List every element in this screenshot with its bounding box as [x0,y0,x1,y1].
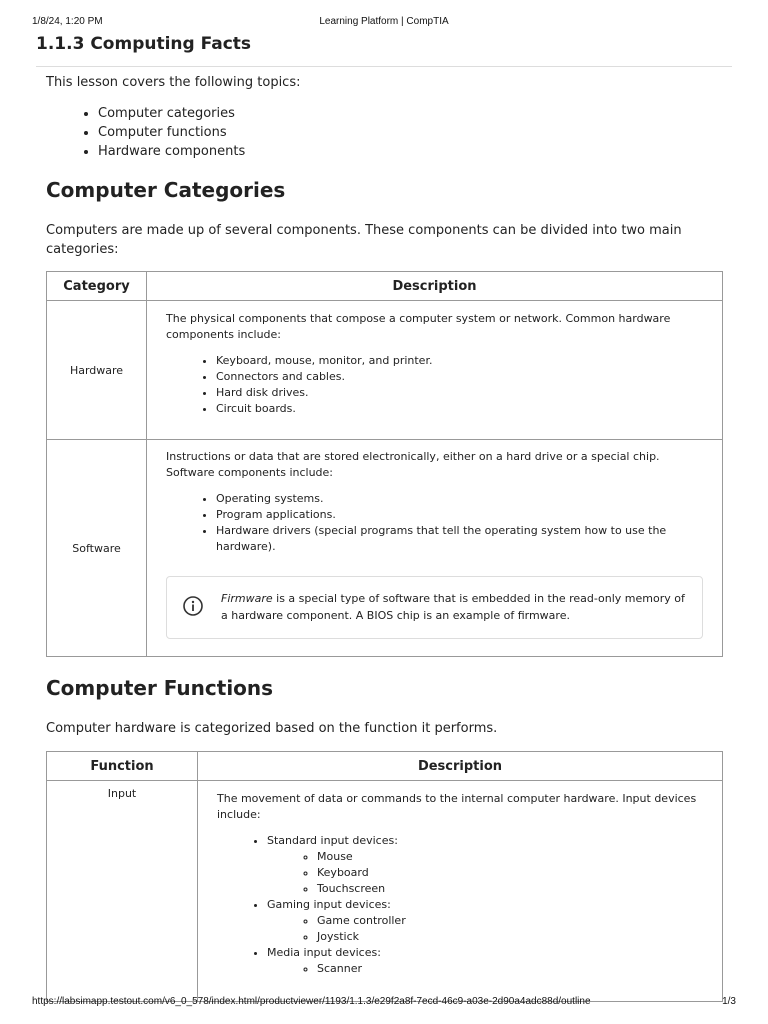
functions-table [46,751,723,1002]
list-item [267,945,703,977]
print-page-title: Learning Platform | CompTIA [319,16,449,27]
categories-intro: Computers are made up of several components. These components can be divided into two main categories: [46,223,682,257]
column-header-description: Description [198,752,723,781]
lesson-intro: This lesson covers the following topics: [46,75,301,90]
title-divider [36,66,732,67]
group-label: Standard input devices: [267,834,398,847]
page-number: 1/3 [722,996,736,1007]
list-item: • Program applications. [216,507,703,523]
table-header-row [47,272,723,301]
sub-list [267,913,703,945]
print-url: https://labsimapp.testout.com/v6_0_578/index.html/productviewer/1193/1.1.3/e29f2a8f-7ecd-46c9-a03e-2d90a4adc88d/outline [32,996,591,1007]
row-label-hardware: Hardware [47,301,147,440]
row-description-software [147,440,723,657]
topic-item: • Hardware components [98,142,722,161]
note-term: Firmware [221,592,273,605]
section-heading-categories: Computer Categories [46,178,286,202]
software-description-text: Instructions or data that are stored electronically, either on a hard drive or a special chip. Software components include: [166,450,660,479]
list-item: • Connectors and cables. [216,369,703,385]
note-text [221,590,688,624]
list-item: • Hardware drivers (special programs that tell the operating system how to use the hardware). [216,523,703,555]
hardware-description-text: The physical components that compose a computer system or network. Common hardware components include: [166,312,671,341]
sub-list-item: ◦ Touchscreen [317,881,703,897]
column-header-function: Function [47,752,198,781]
topic-item: • Computer categories [98,104,722,123]
list-item: • Operating systems. [216,491,703,507]
functions-intro: Computer hardware is categorized based on the function it performs. [46,721,498,736]
print-date: 1/8/24, 1:20 PM [32,16,103,27]
list-item [267,833,703,897]
row-description-hardware [147,301,723,440]
sub-list-item: ◦ Mouse [317,849,703,865]
lesson-content [46,70,722,1002]
software-list [166,491,703,555]
sub-list-item: ◦ Keyboard [317,865,703,881]
table-row-hardware [47,301,723,440]
sub-list-item: ◦ Scanner [317,961,703,977]
table-header-row [47,752,723,781]
note-body: is a special type of software that is embedded in the read-only memory of a hardware component. A BIOS chip is an example of firmware. [221,592,685,622]
section-heading-functions: Computer Functions [46,676,274,700]
sub-list [267,961,703,977]
input-device-groups [217,833,703,977]
table-row-software [47,440,723,657]
list-item [267,897,703,945]
print-footer [0,996,768,1010]
row-label-input: Input [47,781,198,1002]
list-item: • Keyboard, mouse, monitor, and printer. [216,353,703,369]
group-label: Media input devices: [267,946,381,959]
list-item: • Circuit boards. [216,401,703,417]
hardware-list [166,353,703,417]
sub-list [267,849,703,897]
list-item: • Hard disk drives. [216,385,703,401]
topic-item: • Computer functions [98,123,722,142]
sub-list-item: ◦ Game controller [317,913,703,929]
column-header-description: Description [147,272,723,301]
categories-table [46,271,723,657]
firmware-note [166,576,703,639]
topic-list [46,104,722,161]
info-icon [183,596,203,616]
row-description-input [198,781,723,1002]
column-header-category: Category [47,272,147,301]
sub-list-item: ◦ Joystick [317,929,703,945]
group-label: Gaming input devices: [267,898,391,911]
input-description-text: The movement of data or commands to the internal computer hardware. Input devices include: [217,792,697,821]
print-header [0,16,768,30]
table-row-input [47,781,723,1002]
lesson-title: 1.1.3 Computing Facts [36,34,252,54]
row-label-software: Software [47,440,147,657]
